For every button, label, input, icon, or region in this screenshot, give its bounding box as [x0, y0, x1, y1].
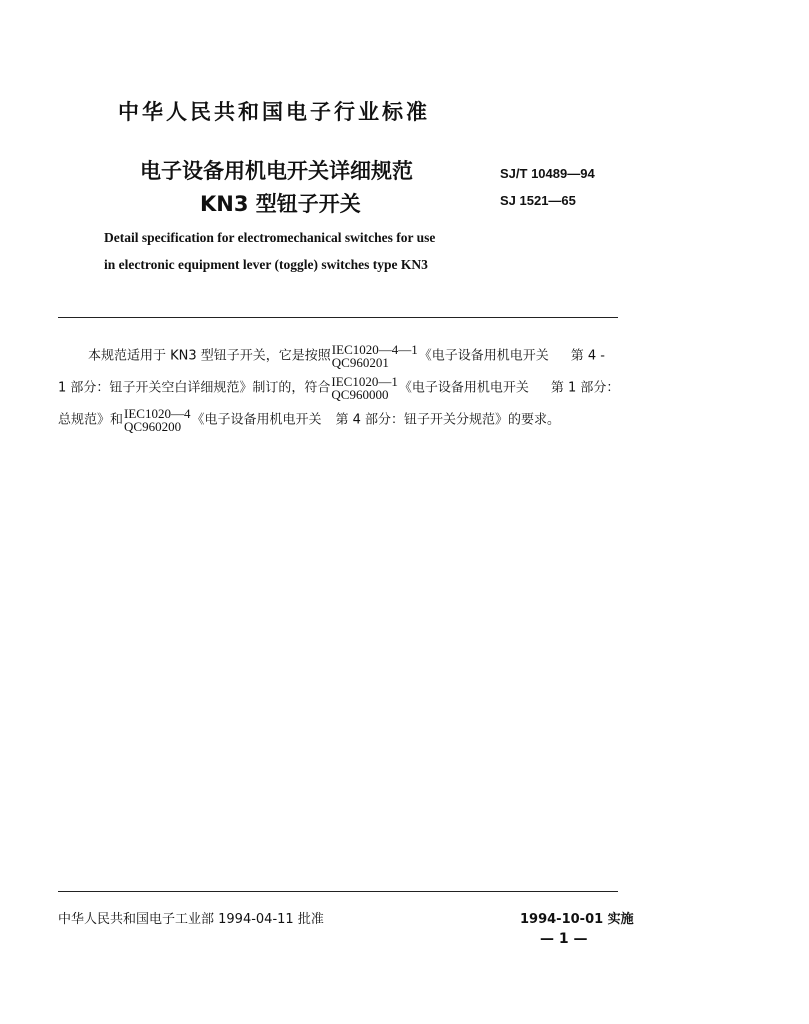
industry-standard-header: 中华人民共和国电子行业标准	[118, 100, 430, 124]
body-text: 第 4 -	[570, 348, 605, 364]
reference-qc: QC960000	[331, 387, 389, 402]
footer-divider	[58, 891, 618, 892]
reference-fraction	[331, 375, 397, 401]
body-text: 第 1 部分：	[550, 380, 620, 396]
page-number: — 1 —	[540, 931, 588, 947]
standard-number-current: SJ/T 10489—94	[500, 166, 595, 181]
reference-fraction	[124, 407, 190, 433]
document-title-chinese: 电子设备用机电开关详细规范	[140, 159, 413, 183]
document-title-english-line2: in electronic equipment lever (toggle) switches type KN3	[104, 257, 428, 272]
body-text: 总规范》和	[58, 412, 124, 428]
body-line-3	[58, 407, 560, 433]
body-line-2	[58, 375, 619, 401]
body-text: 《电子设备用机电开关	[418, 348, 549, 364]
standard-number-replaced: SJ 1521—65	[500, 193, 576, 208]
body-text: 《电子设备用机电开关	[398, 380, 529, 396]
approval-date: 中华人民共和国电子工业部 1994-04-11 批准	[58, 912, 324, 927]
reference-iec: IEC1020—4—1	[331, 342, 418, 357]
body-text: 本规范适用于 KN3 型钮子开关，它是按照	[88, 348, 331, 364]
header-divider	[58, 317, 618, 318]
body-text: 第 4 部分：钮子开关分规范》的要求。	[335, 412, 561, 428]
body-line-1	[88, 343, 605, 369]
document-title-english-line1: Detail specification for electromechanical switches for use	[104, 230, 436, 245]
reference-qc: QC960201	[331, 355, 389, 370]
reference-iec: IEC1020—1	[331, 374, 398, 389]
reference-qc: QC960200	[124, 419, 182, 434]
body-text: 《电子设备用机电开关	[191, 412, 322, 428]
reference-iec: IEC1020—4	[124, 406, 191, 421]
body-text: 1 部分：钮子开关空白详细规范》制订的，符合	[58, 380, 331, 396]
document-title-model: KN3 型钮子开关	[200, 192, 361, 216]
reference-fraction	[332, 343, 418, 369]
effective-date: 1994-10-01 实施	[520, 912, 634, 927]
